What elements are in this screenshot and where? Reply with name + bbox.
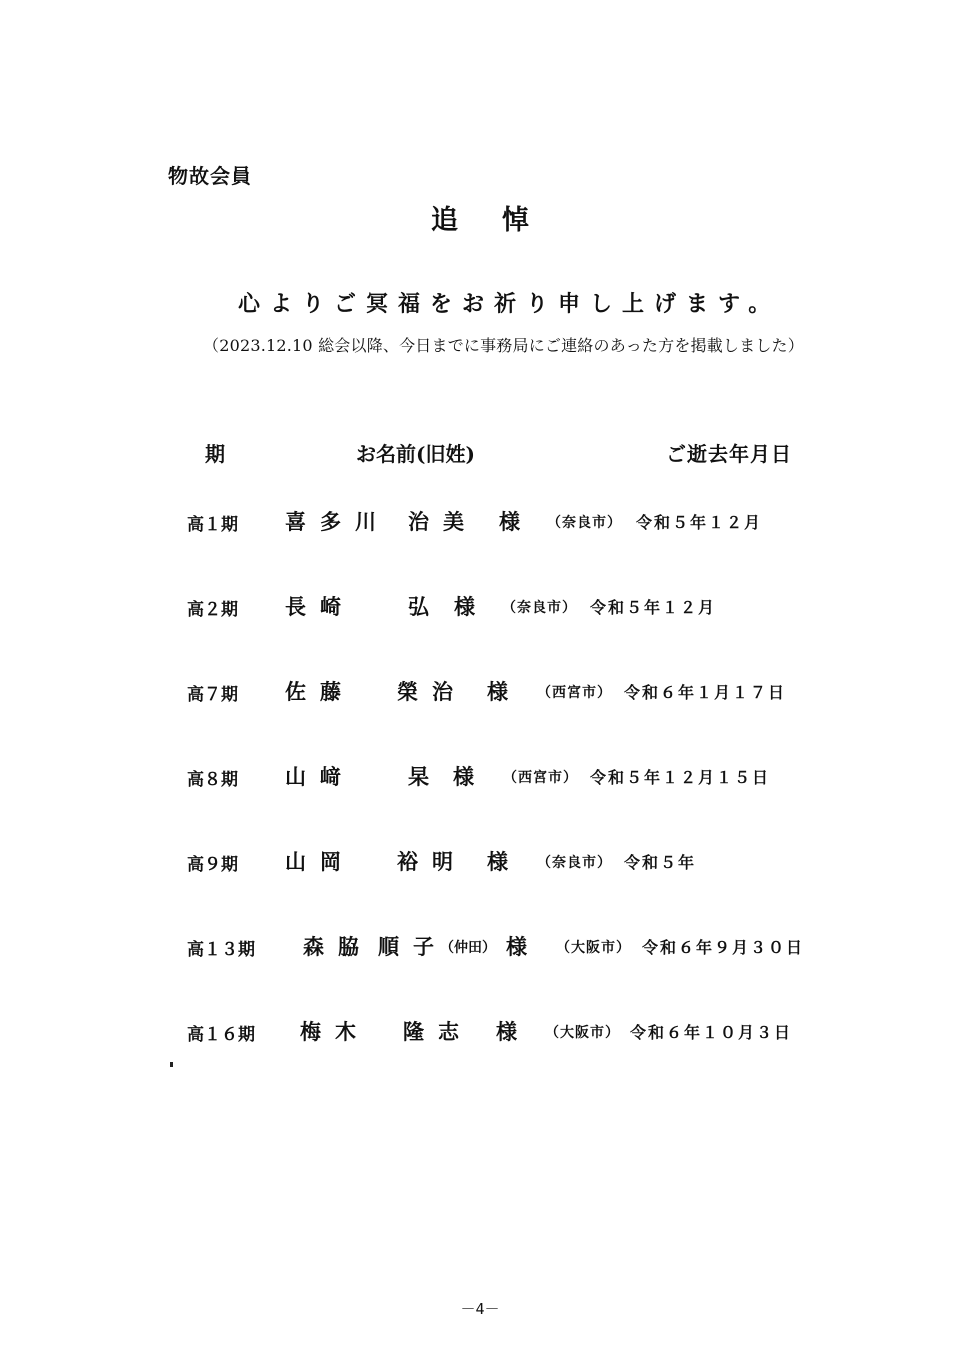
row-date: 令和５年１２月１５日: [590, 768, 771, 787]
row-surname: 梅木: [300, 1019, 370, 1044]
section-label: 物故会員: [168, 164, 252, 188]
row-city: （西宮市）: [503, 770, 578, 786]
row-period: 高２期: [187, 600, 238, 620]
row-period: 高１３期: [187, 940, 255, 960]
row-city: （大阪市）: [545, 1025, 620, 1041]
table-row: [0, 927, 960, 967]
condolence-message: 心よりご冥福をお祈り申し上げます。: [238, 291, 781, 317]
row-date: 令和６年１月１７日: [624, 683, 787, 702]
row-honorific: 様: [496, 1019, 517, 1044]
row-city: （奈良市）: [537, 855, 612, 871]
row-surname: 佐藤: [285, 679, 355, 704]
row-period: 高８期: [187, 770, 238, 790]
table-row: [0, 672, 960, 712]
row-given-name: 榮治: [397, 679, 467, 704]
row-date: 令和５年１２月: [590, 598, 717, 617]
row-date: 令和６年９月３０日: [642, 938, 805, 957]
row-surname: 喜多川: [285, 509, 390, 534]
row-given-name: 杲: [408, 764, 443, 789]
row-city: （奈良市）: [547, 515, 622, 531]
title-part-1: 追: [431, 205, 458, 236]
row-honorific: 様: [487, 849, 508, 874]
stray-mark: [170, 1062, 173, 1067]
row-period: 高１６期: [187, 1025, 255, 1045]
row-city: （奈良市）: [502, 600, 577, 616]
title-part-2: 悼: [502, 205, 529, 236]
header-name: お名前(旧姓): [356, 442, 475, 466]
row-given-name: 治美: [408, 509, 478, 534]
table-row: [0, 1012, 960, 1052]
table-row: [0, 502, 960, 542]
row-period: 高７期: [187, 685, 238, 705]
header-date: ご逝去年月日: [666, 442, 792, 466]
header-period: 期: [205, 442, 225, 466]
listing-note: （2023.12.10 総会以降、今日までに事務局にご連絡のあった方を掲載しました）: [203, 336, 804, 355]
row-period: 高１期: [187, 515, 238, 535]
row-period: 高９期: [187, 855, 238, 875]
row-surname: 山﨑: [285, 764, 355, 789]
row-surname: 山岡: [285, 849, 355, 874]
row-honorific: 様: [454, 594, 475, 619]
row-honorific: 様: [499, 509, 520, 534]
table-row: [0, 757, 960, 797]
table-row: [0, 842, 960, 882]
row-surname: 森脇: [303, 934, 373, 959]
row-city: （西宮市）: [537, 685, 612, 701]
row-honorific: 様: [487, 679, 508, 704]
row-given-name: 順子: [378, 934, 448, 959]
row-date: 令和５年: [624, 853, 697, 872]
row-given-name: 裕明: [397, 849, 467, 874]
row-given-name: 隆志: [403, 1019, 473, 1044]
row-honorific: 様: [453, 764, 474, 789]
page-title: [0, 198, 960, 237]
row-city: （大阪市）: [556, 940, 631, 956]
row-given-name: 弘: [408, 594, 443, 619]
row-date: 令和６年１０月３日: [630, 1023, 793, 1042]
row-surname: 長崎: [285, 594, 355, 619]
row-date: 令和５年１２月: [636, 513, 763, 532]
table-row: [0, 587, 960, 627]
page-number: －4－: [460, 1300, 500, 1318]
row-maiden-name: （仲田）: [440, 940, 496, 956]
row-honorific: 様: [506, 934, 527, 959]
